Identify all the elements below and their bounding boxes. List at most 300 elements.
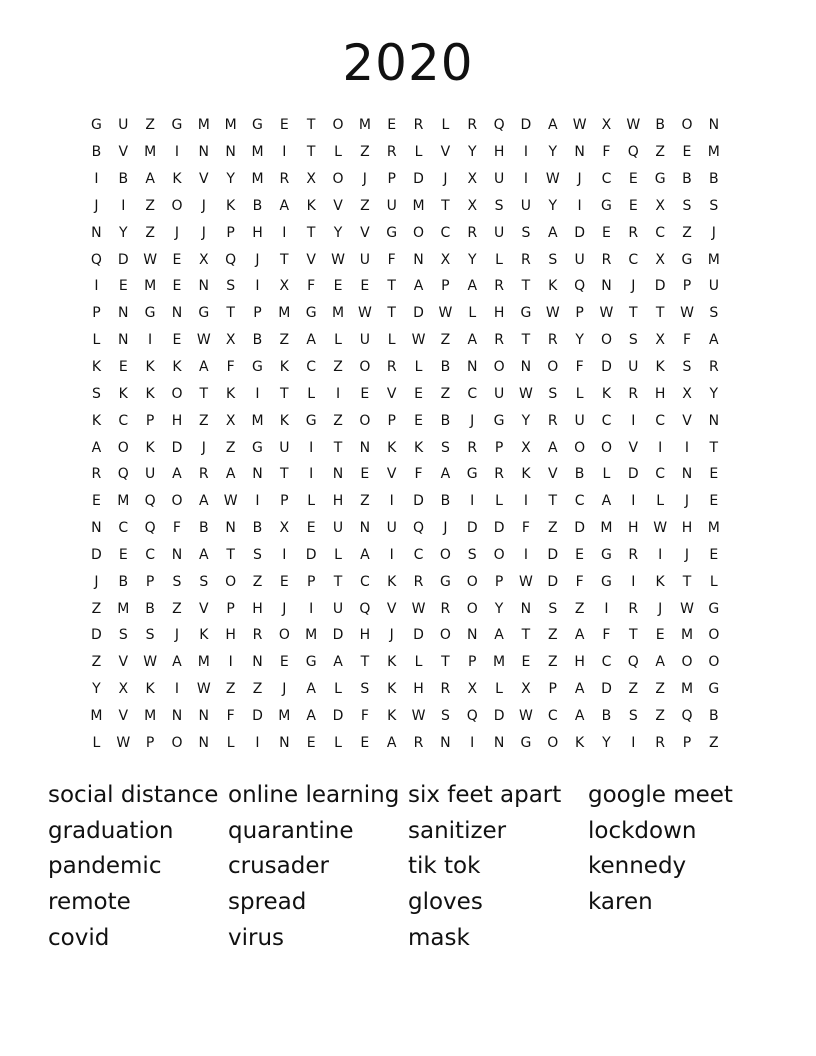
grid-letter: I: [658, 546, 663, 563]
grid-letter: L: [602, 466, 611, 483]
grid-letter: N: [252, 654, 263, 671]
grid-letter: U: [386, 520, 397, 537]
grid-letter: O: [600, 439, 612, 456]
word-list-item: sanitizer: [408, 817, 507, 844]
grid-letter: Z: [628, 681, 639, 698]
grid-letter: I: [658, 439, 663, 456]
grid-letter: D: [547, 546, 559, 563]
grid-letter: J: [201, 197, 206, 214]
grid-letter: Z: [547, 627, 558, 644]
grid-letter: I: [255, 734, 260, 751]
grid-letter: W: [196, 681, 211, 698]
grid-letter: G: [466, 466, 478, 483]
grid-letter: M: [358, 117, 371, 134]
grid-letter: D: [91, 546, 102, 563]
grid-letter: R: [708, 359, 719, 376]
grid-letter: J: [631, 278, 636, 295]
grid-letter: J: [201, 224, 206, 241]
grid-letter: K: [145, 439, 155, 456]
grid-letter: M: [251, 412, 264, 429]
grid-letter: E: [172, 278, 182, 295]
grid-letter: D: [627, 466, 639, 483]
grid-letter: B: [91, 144, 102, 161]
grid-letter: I: [389, 493, 394, 510]
grid-letter: R: [386, 359, 397, 376]
grid-letter: A: [199, 546, 209, 563]
grid-letter: A: [440, 466, 451, 483]
grid-letter: S: [682, 197, 692, 214]
grid-letter: G: [601, 546, 612, 563]
grid-letter: K: [145, 385, 155, 402]
grid-letter: T: [682, 573, 692, 590]
grid-row: [83, 622, 743, 649]
word-list-item: remote: [48, 889, 131, 916]
grid-letter: R: [440, 681, 451, 698]
grid-letter: G: [654, 171, 666, 188]
grid-letter: Y: [709, 385, 719, 402]
letter-grid: [83, 112, 743, 756]
grid-letter: S: [521, 224, 531, 241]
grid-letter: D: [332, 627, 344, 644]
grid-letter: T: [521, 332, 531, 349]
grid-letter: E: [172, 251, 182, 268]
grid-letter: W: [438, 305, 453, 322]
word-list-item: pandemic: [48, 853, 162, 880]
grid-letter: F: [226, 707, 235, 724]
grid-letter: A: [91, 439, 102, 456]
grid-letter: L: [495, 681, 503, 698]
grid-letter: J: [94, 573, 99, 590]
grid-letter: T: [226, 546, 235, 563]
grid-letter: T: [387, 278, 396, 295]
grid-letter: P: [387, 171, 396, 188]
grid-letter: Z: [225, 681, 236, 698]
grid-letter: J: [174, 224, 180, 241]
grid-letter: K: [655, 573, 665, 590]
grid-letter: L: [226, 734, 235, 751]
grid-letter: B: [709, 707, 719, 724]
grid-letter: E: [602, 224, 611, 241]
grid-letter: I: [282, 546, 287, 563]
grid-letter: R: [467, 439, 478, 456]
grid-letter: N: [279, 734, 290, 751]
grid-letter: X: [601, 117, 612, 134]
grid-letter: T: [306, 117, 316, 134]
grid-letter: P: [145, 412, 155, 429]
grid-letter: N: [466, 359, 478, 376]
grid-letter: K: [387, 707, 397, 724]
grid-letter: D: [305, 546, 317, 563]
grid-letter: N: [198, 734, 210, 751]
grid-letter: K: [548, 278, 558, 295]
grid-letter: W: [411, 332, 426, 349]
grid-letter: L: [414, 359, 423, 376]
grid-letter: P: [145, 573, 155, 590]
grid-letter: U: [359, 251, 370, 268]
grid-letter: D: [574, 224, 585, 241]
grid-letter: K: [601, 385, 612, 402]
grid-letter: Q: [144, 520, 156, 537]
grid-letter: D: [413, 493, 424, 510]
grid-letter: E: [118, 278, 128, 295]
grid-letter: Z: [655, 144, 665, 161]
grid-letter: K: [226, 197, 236, 214]
grid-letter: J: [362, 171, 367, 188]
grid-letter: M: [305, 627, 318, 644]
grid-letter: R: [547, 412, 558, 429]
grid-letter: C: [601, 412, 612, 429]
grid-letter: E: [333, 278, 343, 295]
grid-letter: I: [174, 681, 180, 698]
grid-letter: I: [94, 171, 99, 188]
grid-letter: I: [523, 171, 528, 188]
grid-letter: O: [171, 734, 183, 751]
grid-letter: T: [521, 627, 531, 644]
grid-letter: A: [172, 466, 182, 483]
grid-letter: X: [467, 171, 478, 188]
grid-letter: O: [332, 171, 344, 188]
grid-letter: Y: [92, 681, 101, 698]
grid-letter: L: [441, 117, 450, 134]
grid-letter: L: [334, 144, 342, 161]
grid-letter: B: [145, 600, 155, 617]
grid-letter: L: [495, 251, 503, 268]
grid-letter: O: [708, 654, 720, 671]
grid-letter: X: [199, 251, 209, 268]
grid-letter: A: [655, 654, 665, 671]
grid-letter: C: [306, 359, 317, 376]
grid-letter: A: [547, 117, 558, 134]
grid-letter: C: [601, 171, 612, 188]
grid-letter: F: [172, 520, 181, 537]
grid-letter: J: [443, 520, 448, 537]
grid-letter: M: [197, 654, 210, 671]
grid-letter: D: [252, 707, 263, 724]
grid-letter: N: [198, 278, 210, 295]
grid-letter: F: [602, 144, 611, 161]
grid-letter: O: [681, 117, 693, 134]
grid-letter: I: [577, 197, 582, 214]
grid-letter: A: [413, 278, 424, 295]
grid-letter: C: [628, 251, 639, 268]
grid-letter: N: [520, 359, 532, 376]
grid-letter: B: [252, 197, 263, 214]
grid-letter: T: [306, 224, 316, 241]
grid-letter: Z: [333, 359, 343, 376]
grid-letter: K: [199, 627, 209, 644]
grid-letter: U: [144, 466, 156, 483]
grid-letter: W: [331, 251, 345, 268]
grid-letter: Z: [709, 734, 719, 751]
word-list: [48, 778, 768, 956]
grid-letter: I: [255, 493, 260, 510]
grid-letter: V: [360, 224, 370, 241]
grid-letter: P: [387, 412, 396, 429]
grid-letter: T: [333, 573, 343, 590]
grid-letter: Z: [91, 600, 102, 617]
grid-letter: R: [628, 546, 639, 563]
grid-letter: Q: [359, 600, 371, 617]
grid-letter: R: [198, 466, 209, 483]
grid-letter: R: [467, 224, 478, 241]
grid-letter: X: [655, 251, 665, 268]
grid-letter: C: [547, 707, 558, 724]
grid-row: [83, 703, 743, 730]
grid-row: [83, 112, 743, 139]
grid-letter: K: [91, 412, 102, 429]
grid-letter: K: [145, 681, 155, 698]
grid-letter: H: [628, 520, 639, 537]
grid-letter: A: [467, 332, 478, 349]
grid-letter: J: [174, 627, 180, 644]
grid-letter: A: [574, 627, 585, 644]
grid-letter: Z: [655, 707, 665, 724]
grid-letter: H: [413, 681, 424, 698]
grid-letter: I: [684, 439, 690, 456]
grid-letter: Z: [172, 600, 182, 617]
grid-letter: V: [440, 144, 451, 161]
grid-letter: X: [467, 197, 478, 214]
grid-letter: W: [143, 654, 158, 671]
grid-letter: M: [117, 493, 130, 510]
grid-letter: H: [681, 520, 693, 537]
grid-letter: R: [655, 734, 665, 751]
grid-letter: V: [386, 466, 397, 483]
grid-letter: B: [682, 171, 692, 188]
grid-letter: M: [680, 681, 694, 698]
grid-letter: M: [707, 520, 720, 537]
grid-letter: D: [601, 359, 612, 376]
grid-letter: W: [411, 707, 426, 724]
grid-letter: F: [360, 707, 369, 724]
grid-letter: O: [439, 546, 451, 563]
grid-letter: P: [226, 224, 235, 241]
grid-letter: I: [631, 734, 636, 751]
grid-letter: B: [440, 493, 451, 510]
grid-letter: R: [279, 171, 290, 188]
grid-letter: Z: [360, 493, 370, 510]
grid-letter: H: [574, 654, 585, 671]
grid-letter: U: [574, 251, 585, 268]
grid-letter: D: [601, 681, 612, 698]
grid-letter: V: [118, 654, 129, 671]
grid-letter: G: [252, 439, 263, 456]
grid-letter: F: [682, 332, 692, 349]
grid-letter: A: [360, 546, 370, 563]
grid-letter: V: [628, 439, 639, 456]
grid-letter: G: [305, 305, 317, 322]
word-list-item: social distance: [48, 782, 219, 808]
grid-letter: D: [413, 627, 424, 644]
grid-letter: N: [252, 466, 263, 483]
grid-letter: N: [171, 546, 183, 563]
grid-letter: E: [709, 466, 719, 483]
grid-row: [83, 407, 743, 434]
grid-letter: L: [307, 385, 316, 402]
grid-letter: H: [171, 412, 183, 429]
grid-letter: X: [521, 439, 531, 456]
grid-letter: W: [572, 117, 587, 134]
grid-letter: B: [440, 412, 451, 429]
grid-letter: P: [145, 734, 155, 751]
grid-letter: B: [440, 359, 451, 376]
grid-row: [83, 354, 743, 381]
word-list-item: kennedy: [588, 853, 687, 880]
grid-letter: Z: [145, 197, 155, 214]
grid-letter: S: [199, 573, 209, 590]
grid-letter: R: [494, 466, 504, 483]
grid-letter: L: [575, 385, 584, 402]
grid-letter: G: [708, 600, 720, 617]
grid-letter: R: [440, 600, 451, 617]
grid-letter: E: [521, 654, 531, 671]
grid-letter: Z: [145, 117, 155, 134]
grid-letter: A: [467, 278, 478, 295]
grid-letter: S: [709, 305, 719, 322]
grid-letter: H: [654, 385, 666, 402]
word-list-item: covid: [48, 924, 110, 951]
grid-letter: Z: [252, 573, 263, 590]
grid-letter: N: [171, 305, 183, 322]
grid-letter: T: [441, 654, 450, 671]
grid-letter: A: [199, 493, 209, 510]
grid-row: [83, 729, 743, 756]
grid-letter: G: [198, 305, 210, 322]
grid-letter: E: [279, 117, 289, 134]
grid-letter: U: [359, 332, 370, 349]
grid-letter: E: [91, 493, 101, 510]
grid-letter: A: [547, 224, 558, 241]
grid-letter: X: [521, 681, 531, 698]
grid-letter: M: [600, 520, 613, 537]
grid-letter: S: [494, 197, 504, 214]
grid-letter: I: [148, 332, 153, 349]
grid-letter: N: [91, 224, 102, 241]
grid-letter: G: [601, 573, 612, 590]
grid-letter: N: [332, 466, 344, 483]
grid-letter: U: [520, 197, 532, 214]
grid-letter: N: [413, 251, 424, 268]
grid-letter: X: [467, 681, 478, 698]
grid-letter: H: [493, 144, 505, 161]
grid-letter: E: [414, 412, 423, 429]
grid-letter: I: [309, 439, 314, 456]
grid-letter: N: [520, 600, 532, 617]
grid-letter: W: [545, 171, 560, 188]
grid-letter: C: [440, 224, 451, 241]
grid-row: [83, 542, 743, 569]
grid-letter: N: [359, 520, 371, 537]
grid-letter: W: [545, 305, 560, 322]
grid-letter: R: [628, 224, 639, 241]
grid-letter: C: [145, 546, 155, 563]
grid-letter: G: [601, 197, 612, 214]
grid-letter: X: [279, 520, 290, 537]
grid-letter: L: [334, 546, 342, 563]
grid-letter: G: [520, 305, 532, 322]
grid-letter: R: [494, 332, 504, 349]
grid-letter: Z: [225, 439, 236, 456]
grid-letter: I: [94, 278, 99, 295]
grid-row: [83, 488, 743, 515]
grid-letter: Q: [493, 117, 505, 134]
word-list-item: gloves: [408, 889, 483, 916]
grid-letter: C: [118, 520, 129, 537]
grid-letter: S: [118, 627, 128, 644]
grid-letter: D: [117, 251, 129, 268]
grid-letter: H: [252, 224, 263, 241]
grid-letter: C: [655, 224, 666, 241]
grid-letter: D: [171, 439, 183, 456]
grid-letter: G: [252, 359, 263, 376]
grid-letter: B: [252, 332, 263, 349]
grid-letter: N: [171, 707, 183, 724]
grid-letter: D: [654, 278, 666, 295]
grid-letter: S: [548, 600, 558, 617]
grid-letter: N: [118, 332, 129, 349]
grid-letter: T: [655, 305, 665, 322]
grid-letter: O: [466, 573, 478, 590]
grid-letter: Q: [144, 493, 156, 510]
grid-letter: I: [255, 385, 260, 402]
grid-letter: P: [92, 305, 101, 322]
grid-row: [83, 380, 743, 407]
grid-row: [83, 434, 743, 461]
grid-letter: C: [467, 385, 478, 402]
grid-letter: E: [360, 734, 370, 751]
grid-letter: G: [386, 224, 398, 241]
grid-letter: L: [334, 734, 342, 751]
grid-letter: E: [709, 546, 719, 563]
grid-letter: M: [707, 251, 720, 268]
grid-letter: P: [494, 439, 504, 456]
grid-letter: E: [279, 573, 289, 590]
grid-letter: Q: [574, 278, 586, 295]
grid-letter: E: [414, 385, 423, 402]
grid-letter: K: [387, 573, 397, 590]
grid-letter: I: [470, 493, 475, 510]
grid-letter: L: [92, 734, 101, 751]
grid-letter: E: [682, 144, 692, 161]
grid-letter: E: [279, 654, 289, 671]
grid-letter: W: [143, 251, 158, 268]
grid-letter: P: [494, 573, 504, 590]
grid-letter: A: [709, 332, 719, 349]
grid-letter: W: [519, 385, 533, 402]
grid-letter: F: [521, 520, 530, 537]
grid-letter: J: [282, 600, 287, 617]
word-list-item: [588, 921, 768, 957]
grid-letter: M: [144, 707, 157, 724]
grid-letter: D: [493, 707, 505, 724]
grid-letter: V: [547, 466, 558, 483]
grid-letter: Y: [118, 224, 128, 241]
grid-letter: X: [225, 332, 236, 349]
grid-letter: S: [682, 359, 692, 376]
grid-letter: X: [306, 171, 316, 188]
grid-letter: L: [387, 332, 396, 349]
grid-letter: S: [628, 707, 638, 724]
grid-letter: U: [279, 439, 290, 456]
grid-letter: R: [601, 251, 612, 268]
grid-letter: K: [521, 466, 531, 483]
grid-letter: P: [548, 681, 557, 698]
grid-letter: R: [628, 385, 639, 402]
grid-letter: J: [282, 681, 287, 698]
grid-letter: L: [334, 332, 342, 349]
grid-letter: R: [521, 251, 531, 268]
grid-letter: V: [118, 144, 129, 161]
